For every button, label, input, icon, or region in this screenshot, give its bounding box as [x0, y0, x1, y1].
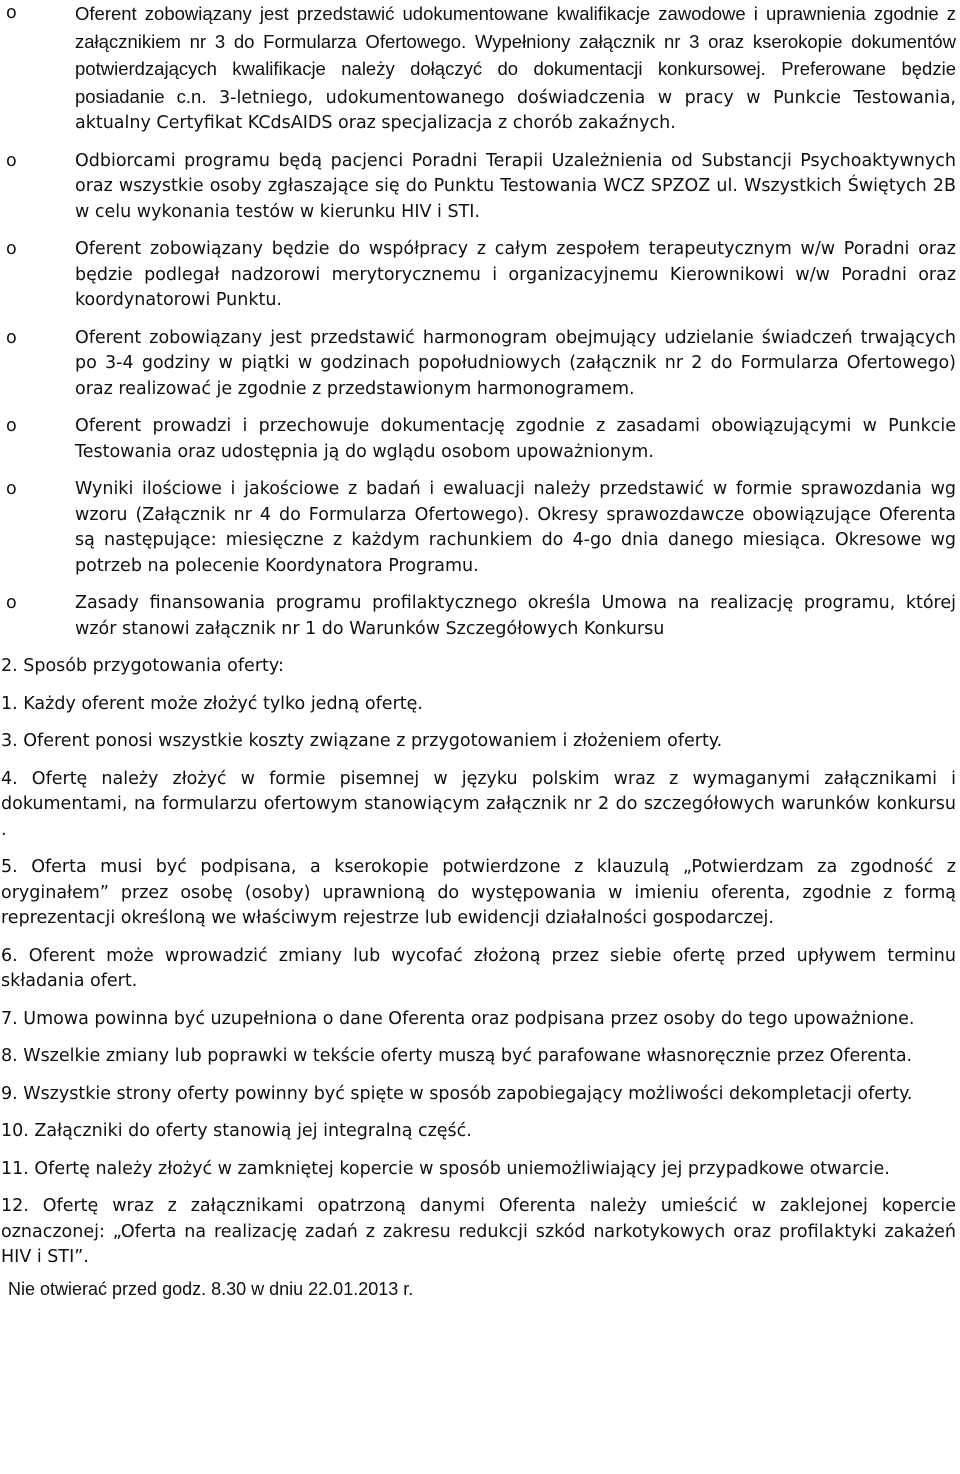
numbered-paragraph: 9. Wszystkie strony oferty powinny być spięte w sposób zapobiegający możliwości dekompletacji oferty. [1, 1083, 913, 1104]
list-item-text: Odbiorcami programu będą pacjenci Poradni Terapii Uzależnienia od Substancji Psychoaktywnych oraz wszystkie osoby zgłaszające się do Punktu Testowania WCZ SPZOZ ul. Wszystkich Świętych 2B w celu wykonania testów w kierunku HIV i STI. [75, 150, 956, 222]
numbered-paragraph: 8. Wszelkie zmiany lub poprawki w tekście oferty muszą być parafowane własnoręcznie przez Oferenta. [1, 1046, 913, 1066]
bullet-marker: o [6, 479, 17, 499]
numbered-paragraph: 3. Oferent ponosi wszystkie koszty związane z przygotowaniem i złożeniem oferty. [1, 731, 723, 751]
numbered-paragraph: 12. Ofertę wraz z załącznikami opatrzoną danymi Oferenta należy umieścić w zaklejonej kopercie oznaczonej: „Oferta na realizację zadań z zakresu redukcji szkód narkotykowych oraz profilaktyki zakażeń HIV i STI”. [1, 1196, 956, 1267]
list-item [0, 477, 960, 579]
list-item-text: Wyniki ilościowe i jakościowe z badań i ewaluacji należy przedstawić w formie sprawozdania wg wzoru (Załącznik nr 4 do Formularza Ofertowego). Okresy sprawozdawcze obowiązujące Oferenta są następujące: miesięczne z każdym rachunkiem do 4-go dnia danego miesiąca. Okresowe wg potrzeb na polecenie Koordynatora Programu. [75, 479, 956, 576]
list-item [0, 326, 960, 403]
bullet-marker: o [6, 416, 17, 436]
list-item-text-part: Oferent zobowiązany jest przedstawić udokumentowane kwalifikacje zawodowe i uprawnienia zgodnie z załącznikiem nr 3 do Formularza Ofertowego. Wypełniony załącznik nr 3 oraz kserokopie dokumentów potwierdzających kwalifikacje należy dołączyć do dokumentacji konkursowej. Preferowane będzie posiadanie c.n. [75, 3, 956, 107]
section-heading: 2. Sposób przygotowania oferty: [1, 656, 284, 676]
numbered-paragraph: 7. Umowa powinna być uzupełniona o dane Oferenta oraz podpisana przez osoby do tego upoważnione. [1, 1008, 915, 1029]
numbered-paragraph: 1. Każdy oferent może złożyć tylko jedną ofertę. [1, 693, 423, 714]
numbered-paragraphs [0, 692, 960, 1271]
bullet-marker: o [6, 3, 17, 23]
numbered-paragraph: 5. Oferta musi być podpisana, a kserokopie potwierdzone z klauzulą „Potwierdzam za zgodność z oryginałem” przez osobę (osoby) uprawnioną do występowania w imieniu oferenta, zgodnie z formą reprezentacji określoną we właściwym rejestrze lub ewidencji działalności gospodarczej. [1, 857, 956, 928]
list-item [0, 591, 960, 642]
numbered-paragraph: 6. Oferent może wprowadzić zmiany lub wycofać złożoną przez siebie ofertę przed upływem terminu składania ofert. [1, 945, 956, 991]
list-item [0, 1, 960, 137]
numbered-paragraph: 10. Załączniki do oferty stanowią jej integralną część. [1, 1121, 472, 1141]
bullet-marker: o [6, 593, 17, 613]
bullet-marker: o [6, 327, 17, 348]
list-item-text: Oferent zobowiązany jest przedstawić harmonogram obejmujący udzielanie świadczeń trwających po 3-4 godziny w piątki w godzinach popołudniowych (załącznik nr 2 do Formularza Ofertowego) oraz realizować je zgodnie z przedstawionym harmonogramem. [75, 327, 956, 399]
list-item-text [75, 5, 956, 133]
numbered-paragraph: 4. Ofertę należy złożyć w formie pisemnej w języku polskim wraz z wymaganymi załącznikami i dokumentami, na formularzu ofertowym stanowiącym załącznik nr 2 do szczegółowych warunków konkursu . [1, 768, 956, 840]
list-item-text-part: 3-letniego, udokumentowanego doświadczenia w pracy w Punkcie Testowania, aktualny Certyfikat KCdsAIDS oraz specjalizacja z chorób zakaźnych. [75, 87, 956, 133]
list-item-text: Zasady finansowania programu profilaktycznego określa Umowa na realizację programu, której wzór stanowi załącznik nr 1 do Warunków Szczegółowych Konkursu [75, 593, 956, 639]
list-item-text: Oferent zobowiązany będzie do współpracy z całym zespołem terapeutycznym w/w Poradni oraz będzie podlegał nadzorowi merytorycznemu i organizacyjnemu Kierownikowi w/w Poradni oraz koordynatorowi Punktu. [75, 239, 956, 310]
list-item [0, 414, 960, 465]
list-item-text: Oferent prowadzi i przechowuje dokumentację zgodnie z zasadami obowiązującymi w Punkcie Testowania oraz udostępnia ją do wglądu osobom upoważnionym. [75, 416, 956, 462]
bullet-marker: o [6, 239, 17, 259]
closing-note: Nie otwierać przed godz. 8.30 w dniu 22.01.2013 r. [8, 1278, 414, 1299]
list-item [0, 237, 960, 314]
list-item [0, 149, 960, 226]
bullet-list [0, 0, 960, 642]
numbered-paragraph: 11. Ofertę należy złożyć w zamkniętej kopercie w sposób uniemożliwiający jej przypadkowe otwarcie. [1, 1158, 890, 1179]
bullet-marker: o [6, 150, 17, 171]
